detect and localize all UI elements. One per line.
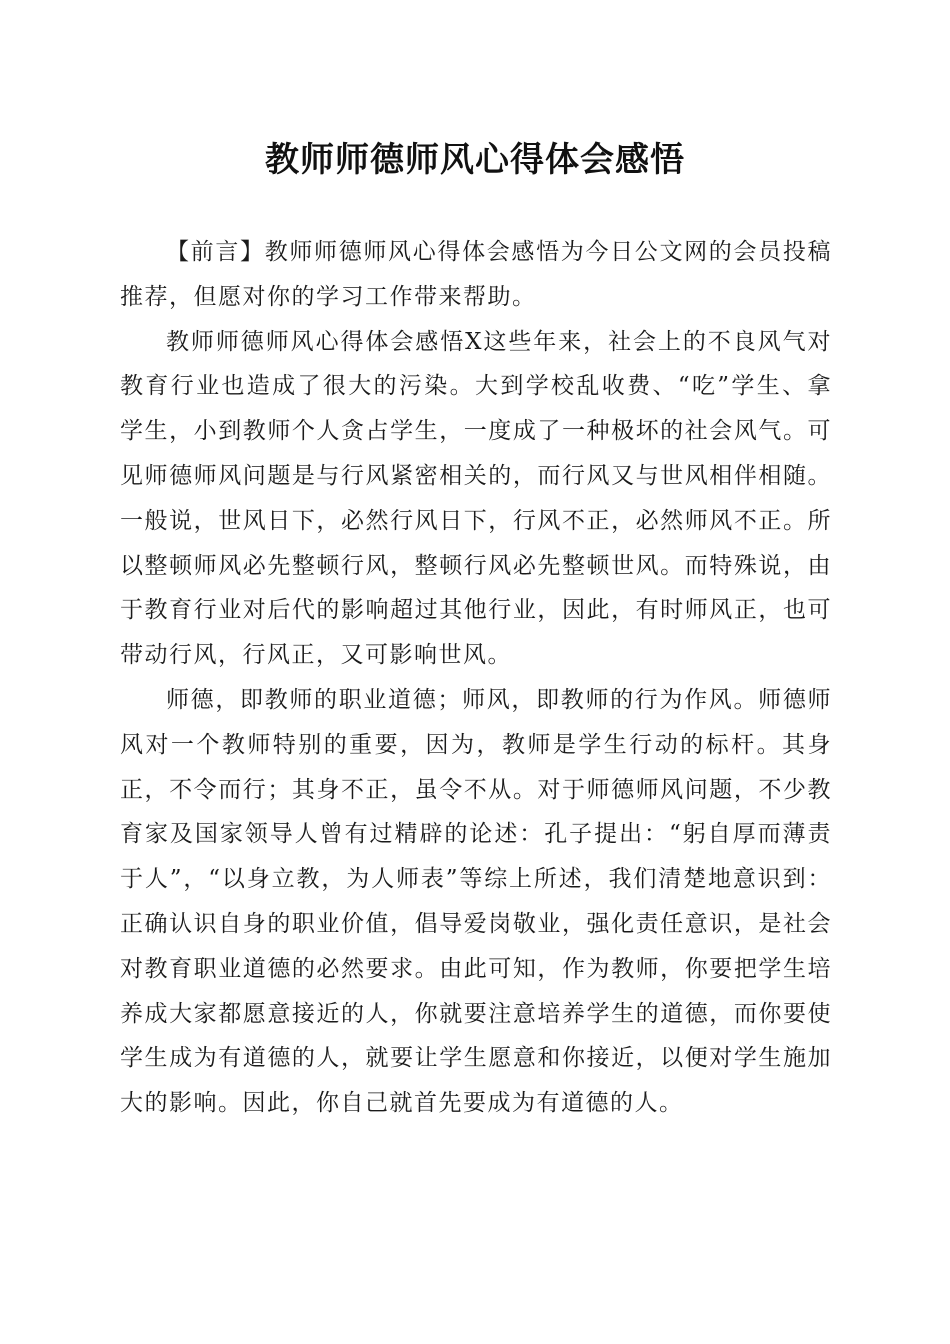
- document-title: 教师师德师风心得体会感悟: [265, 140, 685, 180]
- paragraph-teacher-ethics: 师德，即教师的职业道德；师风，即教师的行为作风。师德师风对一个教师特别的重要，因为，教师是学生行动的标杆。其身正，不令而行；其身不正，虽令不从。对于师德师风问题，不少教育家及国家领导人曾有过精辟的论述：孔子提出：“躬自厚而薄责于人”，“以身立教，为人师表”等综上所述，我们清楚地意识到：正确认识自身的职业价值，倡导爱岗敬业，强化责任意识，是社会对教育职业道德的必然要求。由此可知，作为教师，你要把学生培养成大家都愿意接近的人，你就要注意培养学生的道德，而你要使学生成为有道德的人，就要让学生愿意和你接近，以便对学生施加大的影响。因此，你自己就首先要成为有道德的人。: [120, 686, 832, 1117]
- paragraph-preface: 【前言】教师师德师风心得体会感悟为今日公文网的会员投稿推荐，但愿对你的学习工作带来帮助。: [120, 239, 832, 310]
- paragraph-social-atmosphere: 教师师德师风心得体会感悟X这些年来，社会上的不良风气对教育行业也造成了很大的污染。大到学校乱收费、“吃”学生、拿学生，小到教师个人贪占学生，一度成了一种极坏的社会风气。可见师德师风问题是与行风紧密相关的，而行风又与世风相伴相随。一般说，世风日下，必然行风日下，行风不正，必然师风不正。所以整顿师风必先整顿行风，整顿行风必先整顿世风。而特殊说，由于教育行业对后代的影响超过其他行业，因此，有时师风正，也可带动行风，行风正，又可影响世风。: [120, 328, 832, 669]
- document-body: [120, 230, 832, 1126]
